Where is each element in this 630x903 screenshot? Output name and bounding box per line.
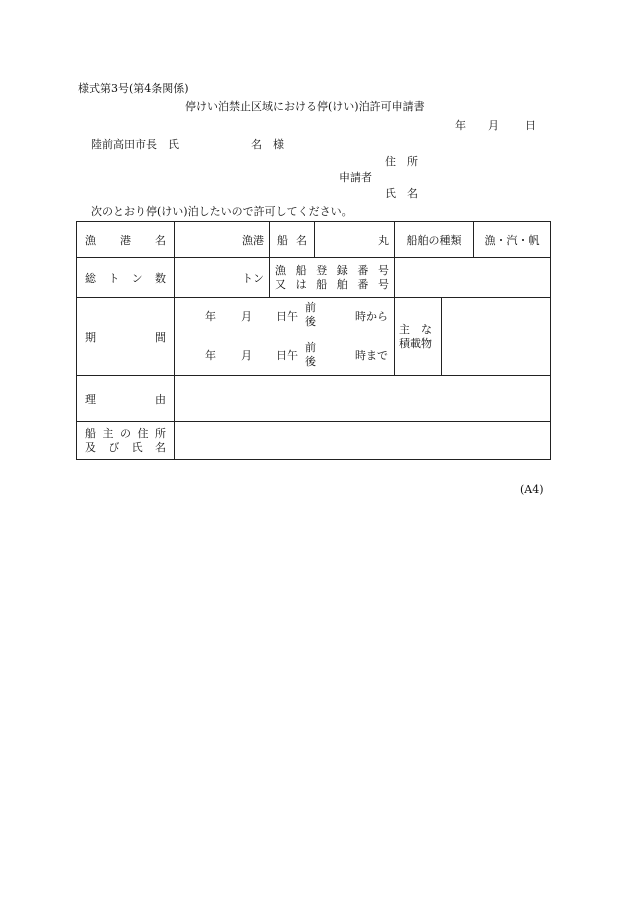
owner-input-cell[interactable] [175,422,551,460]
reason-input-cell[interactable] [175,376,551,422]
intro-text: 次のとおり停(けい)泊したいので許可してください。 [91,205,353,218]
applicant-address-label: 住 所 [385,155,418,168]
row-period [77,298,551,376]
to-am: 前 [305,341,316,354]
ship-type-label-cell [395,222,474,258]
tonnage-label: 総 ト ン 数 [85,271,166,285]
from-year: 年 [205,310,216,323]
owner-label-line1: 船 主 の 住 所 [85,426,166,440]
ship-name-input-cell[interactable] [315,222,395,258]
addressee-mayor: 陸前高田市長 氏 [91,138,179,151]
port-input-cell[interactable] [175,222,270,258]
reason-label-cell [77,376,175,422]
row-owner [77,422,551,460]
cargo-label-cell [395,298,442,376]
tonnage-suffix: トン [242,271,264,285]
registration-input-cell[interactable] [395,258,551,298]
ship-name-label: 船 名 [277,233,307,247]
from-day: 日 [276,310,287,323]
owner-label-cell [77,422,175,460]
to-time: 時まで [355,349,388,362]
to-pm: 後 [305,355,316,368]
paper-size: (A4) [520,483,544,496]
row-port-ship [77,222,551,258]
from-time: 時から [355,310,388,323]
row-reason [77,376,551,422]
registration-label-cell [270,258,395,298]
applicant-name-label: 氏 名 [385,187,418,200]
to-day: 日 [276,349,287,362]
application-table [76,221,551,460]
ship-type-value-cell[interactable] [474,222,551,258]
form-number: 様式第3号(第4条関係) [78,82,189,95]
cargo-label-line2: 積載物 [399,336,432,350]
tonnage-input-cell[interactable] [175,258,270,298]
to-month: 月 [241,349,252,362]
ship-name-label-cell [270,222,315,258]
cargo-input-cell[interactable] [442,298,551,376]
owner-label-line2: 及 び 氏 名 [85,440,166,454]
ship-type-options: 漁・汽・帆 [484,233,540,247]
document-title: 停けい泊禁止区域における停(けい)泊許可申請書 [185,100,425,113]
reason-label: 理 由 [85,392,166,406]
port-label-cell [77,222,175,258]
period-input-cell[interactable] [175,298,395,376]
date-month: 月 [488,119,499,132]
port-label: 漁 港 名 [85,233,166,247]
from-ampm-label: 午 [287,310,298,323]
applicant-label: 申請者 [339,171,372,184]
tonnage-label-cell [77,258,175,298]
addressee-name-suffix: 名 様 [251,138,284,151]
from-am: 前 [305,301,316,314]
ship-suffix: 丸 [378,233,389,247]
from-pm: 後 [305,315,316,328]
row-tonnage [77,258,551,298]
to-ampm-label: 午 [287,349,298,362]
cargo-label-line1: 主 な [399,322,432,336]
to-year: 年 [205,349,216,362]
registration-line2: 又 は 船 舶 番 号 [275,277,389,291]
from-month: 月 [241,310,252,323]
date-day: 日 [525,119,536,132]
date-year: 年 [455,119,466,132]
period-label-cell [77,298,175,376]
ship-type-label: 船舶の種類 [406,233,462,247]
port-suffix: 漁港 [242,233,264,247]
registration-line1: 漁 船 登 録 番 号 [275,263,389,277]
period-label: 期 間 [85,330,166,344]
